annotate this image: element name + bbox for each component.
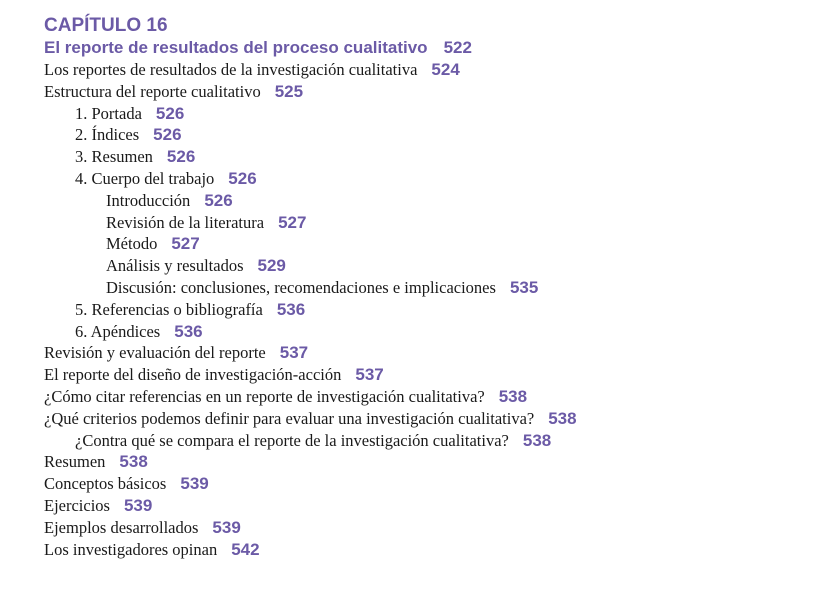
toc-entry: [44, 430, 834, 452]
toc-entry-page-number: 538: [522, 430, 552, 450]
toc-entry: [44, 408, 834, 430]
toc-entry-title: 5. Referencias o bibliografía: [75, 299, 263, 319]
toc-entry-page-number: 527: [278, 212, 307, 232]
toc-entry-title: Resumen: [44, 452, 106, 472]
toc-entry-title: 3. Resumen: [75, 147, 153, 167]
toc-entry: [44, 212, 834, 234]
toc-entry-page-number: 529: [257, 256, 286, 276]
toc-entry: [44, 124, 834, 146]
toc-entry-title: El reporte del diseño de investigación-acción: [44, 365, 342, 385]
toc-entry-title: Ejercicios: [44, 495, 110, 515]
toc-entry-title: Conceptos básicos: [44, 474, 167, 494]
toc-entry-title: Los reportes de resultados de la investigación cualitativa: [44, 60, 418, 79]
toc-entry-title: 2. Índices: [75, 125, 140, 145]
toc-entry-page-number: 539: [212, 517, 241, 537]
toc-entry-page-number: 525: [274, 81, 304, 101]
toc-entry: [44, 517, 834, 539]
toc-entry-title: Introducción: [106, 190, 191, 210]
toc-entry-page-number: 538: [119, 452, 148, 472]
toc-entry: [44, 146, 834, 168]
toc-entry-title: 1. Portada: [75, 103, 142, 123]
toc-entry-page-number: 535: [509, 277, 539, 297]
toc-entry: [44, 59, 834, 81]
toc-entry-title: Discusión: conclusiones, recomendaciones e implicaciones: [106, 277, 496, 297]
toc-entry-page-number: 538: [498, 386, 528, 406]
toc-entry-title: 6. Apéndices: [75, 321, 161, 341]
toc-entry: [44, 495, 834, 517]
toc-entry-page-number: 538: [548, 408, 577, 428]
toc-entry-page-number: 526: [153, 125, 182, 145]
toc-entry: [44, 321, 834, 343]
toc-entry-title: Revisión y evaluación del reporte: [44, 343, 266, 363]
toc-entry: [44, 81, 834, 103]
toc-entry-page-number: 526: [204, 190, 233, 210]
toc-entry-page-number: 539: [180, 474, 209, 494]
chapter-label: CAPÍTULO 16: [44, 15, 168, 36]
chapter-title-row: [44, 37, 834, 59]
toc-entry: [44, 386, 834, 408]
toc-entry-title: 4. Cuerpo del trabajo: [75, 168, 215, 188]
toc-entry-page-number: 536: [276, 299, 306, 319]
toc-entry-title: ¿Contra qué se compara el reporte de la investigación cualitativa?: [75, 430, 509, 450]
table-of-contents: [44, 15, 834, 560]
toc-entry-page-number: 526: [166, 147, 196, 167]
toc-entry: [44, 539, 834, 561]
toc-entry-page-number: 537: [355, 365, 384, 385]
toc-entry: [44, 233, 834, 255]
chapter-title: El reporte de resultados del proceso cualitativo: [44, 38, 428, 57]
toc-entry: [44, 190, 834, 212]
toc-entry-page-number: 537: [279, 343, 309, 363]
toc-entry-title: ¿Cómo citar referencias en un reporte de investigación cualitativa?: [44, 386, 485, 406]
toc-entry-page-number: 536: [174, 321, 203, 341]
chapter-page-number: 522: [443, 38, 472, 57]
toc-entry: [44, 103, 834, 125]
toc-entry-title: Análisis y resultados: [106, 256, 244, 276]
toc-entry-page-number: 539: [123, 495, 153, 515]
toc-entry: [44, 451, 834, 473]
toc-entry-title: Método: [106, 234, 158, 254]
toc-entry: [44, 277, 834, 299]
toc-entry-title: ¿Qué criterios podemos definir para evaluar una investigación cualitativa?: [44, 408, 535, 428]
toc-entry: [44, 299, 834, 321]
toc-entry: [44, 342, 834, 364]
toc-entry-title: Revisión de la literatura: [106, 212, 265, 232]
toc-entry-page-number: 542: [231, 539, 260, 559]
toc-entry: [44, 473, 834, 495]
toc-entry-page-number: 526: [155, 103, 185, 123]
toc-entry-page-number: 526: [228, 168, 257, 188]
toc-entry-page-number: 524: [431, 60, 460, 79]
toc-entry-title: Ejemplos desarrollados: [44, 517, 199, 537]
toc-entry: [44, 255, 834, 277]
toc-entry-title: Los investigadores opinan: [44, 539, 218, 559]
toc-entries: [44, 59, 834, 560]
toc-entry: [44, 168, 834, 190]
toc-entry-title: Estructura del reporte cualitativo: [44, 81, 261, 101]
toc-entry: [44, 364, 834, 386]
toc-entry-page-number: 527: [171, 234, 200, 254]
